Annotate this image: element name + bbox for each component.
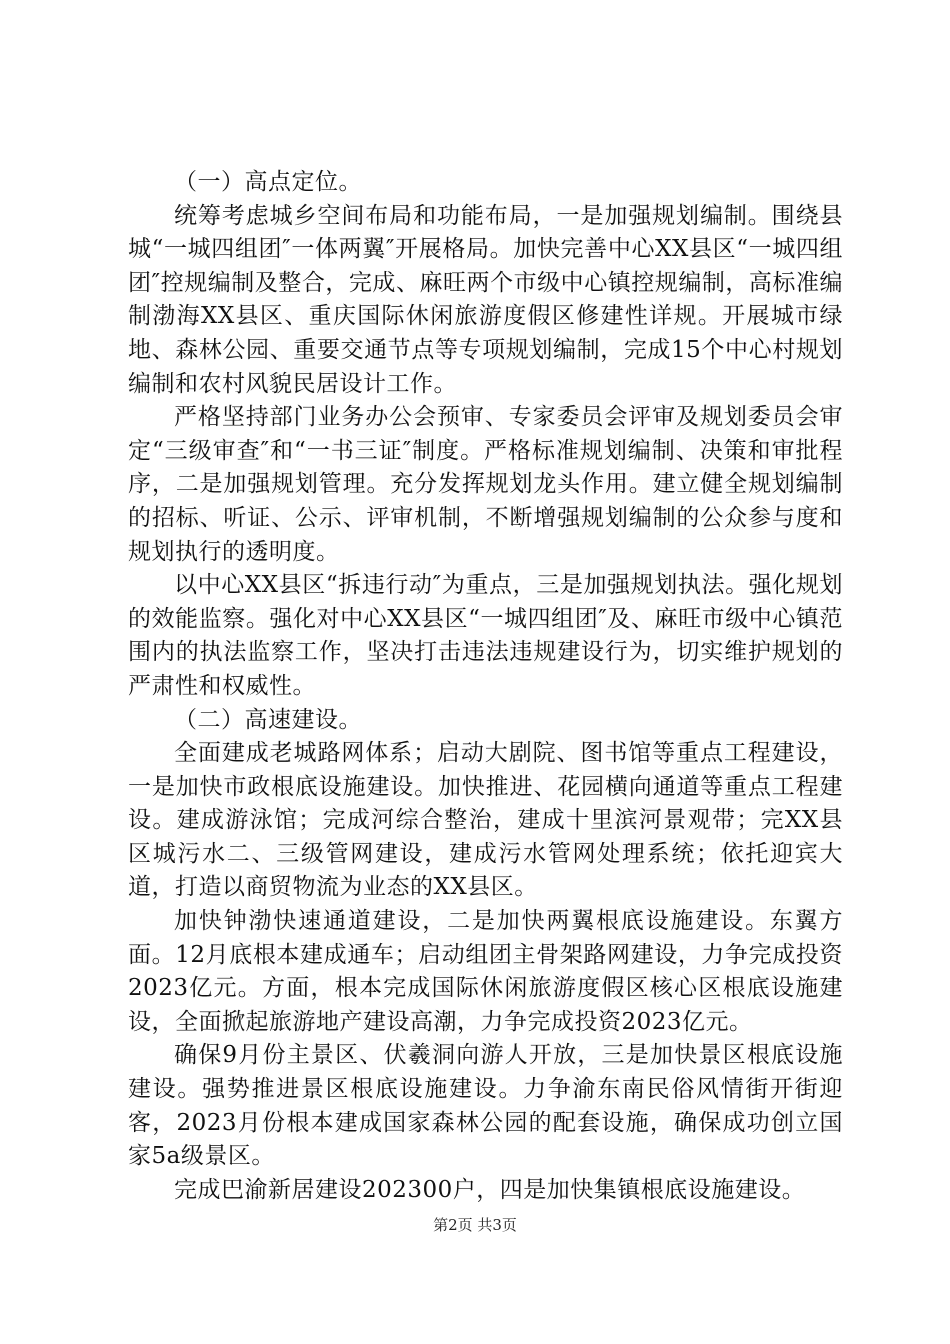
section-heading-positioning: （一）高点定位。 xyxy=(174,169,362,195)
paragraph-town-infrastructure: 完成巴渝新居建设202300户，四是加快集镇根底设施建设。 xyxy=(174,1176,806,1203)
paragraph-municipal-infrastructure: 全面建成老城路网体系；启动大剧院、图书馆等重点工程建设，一是加快市政根底设施建设。加快推进、花园横向通道等重点工程建设。建成游泳馆；完成河综合整治，建成十里滨河景观带；完XX县区城污水二、三级管网建设，建成污水管网处理系统；依托迎宾大道，打造以商贸物流为业态的XX县区。 xyxy=(128,740,843,901)
page-number-footer: 第2页 共3页 xyxy=(433,1216,517,1234)
paragraph-wing-infrastructure: 加快钟渤快速通道建设，二是加快两翼根底设施建设。东翼方面。12月底根本建成通车；启动组团主骨架路网建设，力争完成投资2023亿元。方面，根本完成国际休闲旅游度假区核心区根底设施建设，全面掀起旅游地产建设高潮，力争完成投资2023亿元。 xyxy=(128,908,843,1035)
document-body xyxy=(128,166,843,1207)
section-heading-construction: （二）高速建设。 xyxy=(174,706,362,733)
paragraph-scenic-infrastructure: 确保9月份主景区、伏羲洞向游人开放，三是加快景区根底设施建设。强势推进景区根底设施建设。力争渝东南民俗风情街开街迎客，2023月份根本建成国家森林公园的配套设施，确保成功创立国家5a级景区。 xyxy=(128,1042,843,1170)
paragraph-planning-management: 严格坚持部门业务办公会预审、专家委员会评审及规划委员会审定“三级审查″和“一书三证″制度。严格标准规划编制、决策和审批程序，二是加强规划管理。充分发挥规划龙头作用。建立健全规划编制的招标、听证、公示、评审机制，不断增强规划编制的公众参与度和规划执行的透明度。 xyxy=(128,404,843,565)
paragraph-planning-compilation: 统筹考虑城乡空间布局和功能布局，一是加强规划编制。围绕县城“一城四组团″一体两翼″开展格局。加快完善中心XX县区“一城四组团″控规编制及整合，完成、麻旺两个市级中心镇控规编制，高标准编制渤海XX县区、重庆国际休闲旅游度假区修建性详规。开展城市绿地、森林公园、重要交通节点等专项规划编制，完成15个中心村规划编制和农村风貌民居设计工作。 xyxy=(128,202,843,397)
paragraph-planning-enforcement: 以中心XX县区“拆违行动″为重点，三是加强规划执法。强化规划的效能监察。强化对中心XX县区“一城四组团″及、麻旺市级中心镇范围内的执法监察工作，坚决打击违法违规建设行为，切实维护规划的严肃性和权威性。 xyxy=(128,572,843,699)
